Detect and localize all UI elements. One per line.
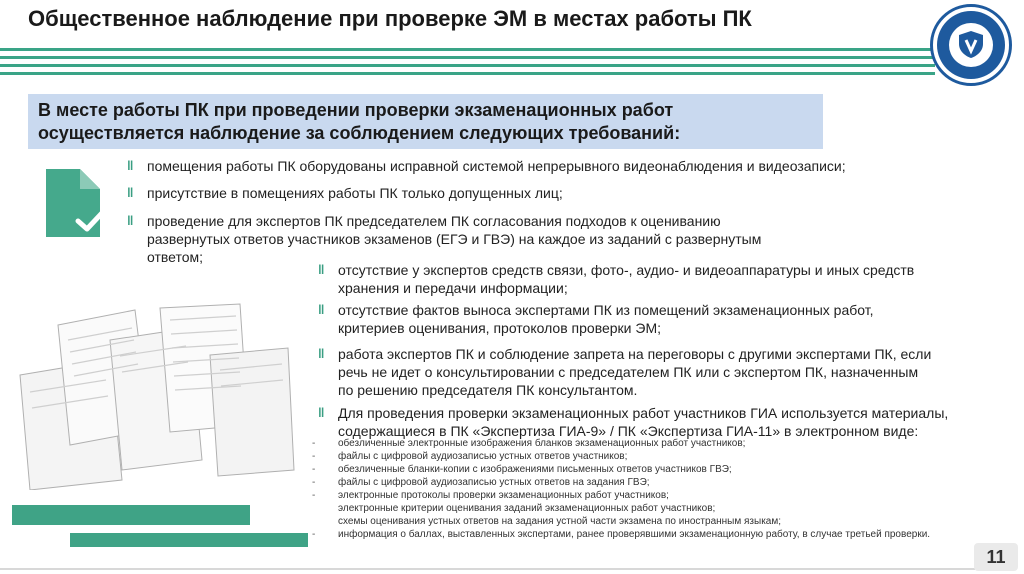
material-item [312,529,931,542]
material-item [338,516,781,529]
stripe [0,48,935,51]
bullet-icon: ‖ [318,405,325,420]
dash-icon: - [312,477,316,488]
requirement-item [127,184,563,202]
footer-divider [0,568,975,570]
requirement-item [318,404,949,440]
requirement-text: присутствие в помещениях работы ПК только допущенных лиц; [147,185,563,201]
requirement-item [127,212,762,266]
material-item [338,503,715,516]
material-text: обезличенные электронные изображения бланков экзаменационных работ участников; [338,438,746,449]
requirement-text: помещения работы ПК оборудованы исправной системой непрерывного видеонаблюдения и видеозаписи; [147,158,846,174]
organization-logo [930,4,1012,86]
requirements-banner [28,94,823,149]
bullet-icon: ‖ [127,158,134,173]
requirement-text: проведение для экспертов ПК председателем ПК согласования подходов к оцениванию [147,213,721,229]
dash-icon: - [312,451,316,462]
decorative-bar [70,533,308,547]
material-item [312,490,669,503]
dash-icon: - [312,438,316,449]
requirement-item [318,301,874,337]
material-text: обезличенные бланки-копии с изображениями письменных ответов участников ГВЭ; [338,464,732,475]
bullet-icon: ‖ [318,346,325,361]
requirement-item [318,345,932,399]
requirement-item [127,157,846,175]
material-text: файлы с цифровой аудиозаписью устных ответов участников; [338,451,628,462]
dash-icon: - [312,490,316,501]
material-text: электронные критерии оценивания заданий экзаменационных работ участников; [338,503,716,514]
requirement-text: отсутствие у экспертов средств связи, фото-, аудио- и видеоаппаратуры и иных средств [338,262,915,278]
requirement-text: по решению председателя ПК консультантом. [338,382,638,398]
requirement-text: развернутых ответов участников экзаменов (ЕГЭ и ГВЭ) на каждое из заданий с развернутым [147,231,762,247]
requirement-text: содержащиеся в ПК «Экспертиза ГИА-9» / ПК «Экспертиза ГИА-11» в электронном виде: [338,423,919,439]
page-title: Общественное наблюдение при проверке ЭМ в местах работы ПК [28,6,752,31]
material-item [312,477,650,490]
requirement-text: работа экспертов ПК и соблюдение запрета на переговоры с другими экспертами ПК, если [338,346,932,362]
material-item [312,438,746,451]
header-stripes [0,48,935,82]
material-text: файлы с цифровой аудиозаписью устных ответов на задания ГВЭ; [338,477,650,488]
requirement-text: речь не идет о консультировании с председателем ПК или с экспертом ПК, назначенным [338,364,919,380]
stripe [0,56,935,59]
stripe [0,72,935,75]
decorative-bar-gap [250,505,322,525]
dash-icon: - [312,529,316,540]
banner-line: осуществляется наблюдение за соблюдением следующих требований: [38,123,681,143]
page-number: 11 [974,543,1018,571]
dash-icon: - [312,464,316,475]
material-item [312,464,732,477]
requirement-text: ответом; [147,249,204,265]
requirement-text: критериев оценивания, протоколов проверки ЭМ; [338,320,661,336]
decorative-bar [12,505,250,525]
requirement-text: Для проведения проверки экзаменационных работ участников ГИА используется материалы, [338,405,949,421]
document-check-icon [42,165,104,241]
banner-line: В месте работы ПК при проведении проверки экзаменационных работ [38,100,674,120]
shield-icon [956,29,986,59]
bullet-icon: ‖ [318,302,325,317]
bullet-icon: ‖ [127,213,134,228]
requirement-text: отсутствие фактов выноса экспертами ПК из помещений экзаменационных работ, [338,302,874,318]
requirement-item [318,261,915,297]
material-text: информация о баллах, выставленных экспертами, ранее проверявшими экзаменационную работу, в случае третьей проверки. [338,529,931,540]
stripe [0,64,935,67]
material-text: электронные протоколы проверки экзаменационных работ участников; [338,490,669,501]
bullet-icon: ‖ [127,185,134,200]
material-text: схемы оценивания устных ответов на задания устной части экзамена по иностранным языкам; [338,516,782,527]
material-item [312,451,628,464]
bullet-icon: ‖ [318,262,325,277]
requirement-text: хранения и передачи информации; [338,280,568,296]
exam-papers-illustration [10,300,310,490]
